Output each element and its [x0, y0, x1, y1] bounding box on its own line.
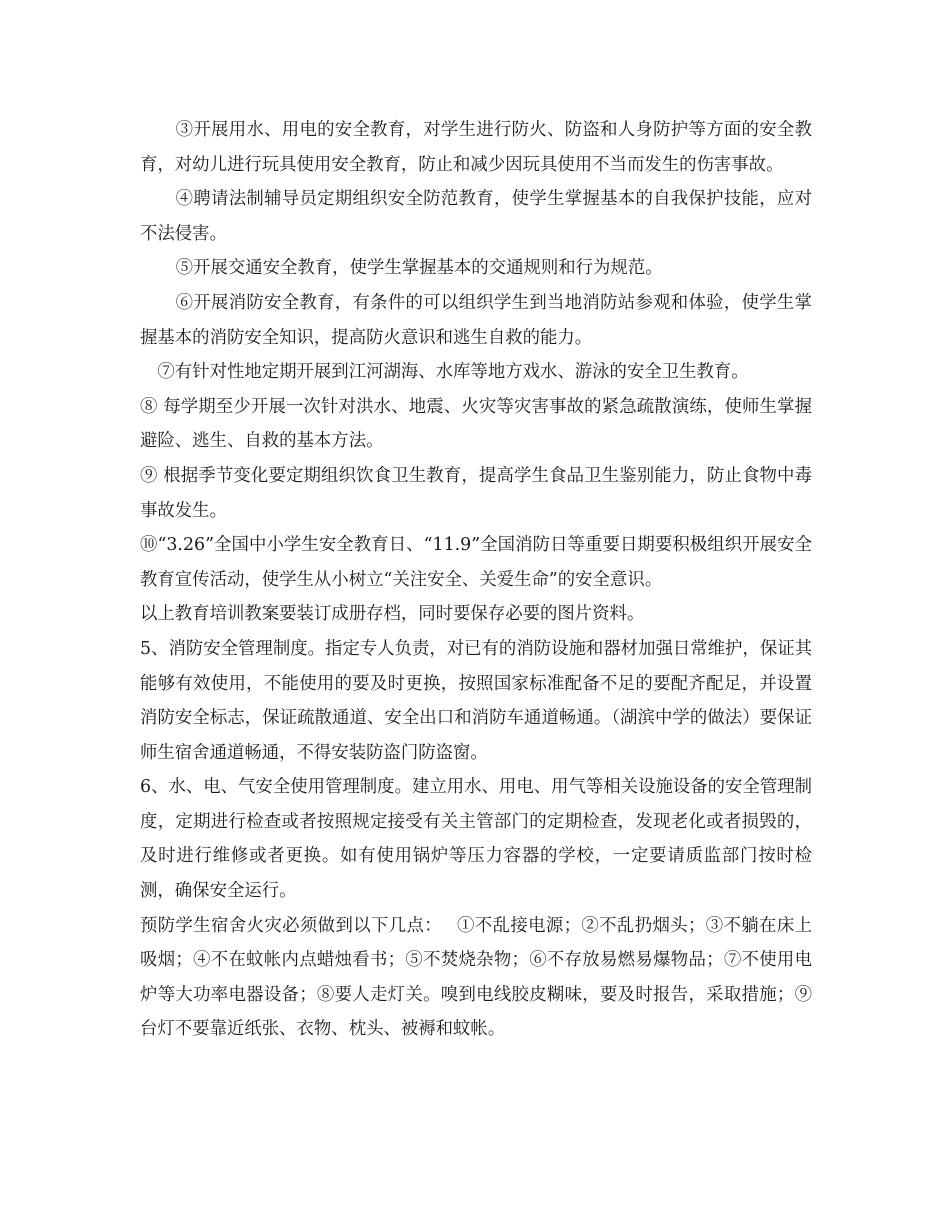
paragraph-item-10: ⑩“3.26”全国中小学生安全教育日、“11.9”全国消防日等重要日期要积极组织开展安全教育宣传活动，使学生从小树立“关注安全、关爱生命”的安全意识。 — [140, 535, 812, 590]
paragraph-utility-safety-rule: 6、水、电、气安全使用管理制度。建立用水、用电、用气等相关设施设备的安全管理制度，定期进行检查或者按照规定接受有关主管部门的定期检查，发现老化或者损毁的，及时进行维修或者更换。如有使用锅炉等压力容器的学校，一定要请质监部门按时检测，确保安全运行。 — [140, 777, 812, 902]
document-body — [140, 113, 812, 1047]
paragraph-archive-note: 以上教育培训教案要装订成册存档，同时要保存必要的图片资料。 — [140, 604, 645, 625]
paragraph-item-5: ⑤开展交通安全教育，使学生掌握基本的交通规则和行为规范。 — [175, 258, 663, 279]
paragraph-fire-safety-rule: 5、消防安全管理制度。指定专人负责，对已有的消防设施和器材加强日常维护，保证其能够有效使用，不能使用的要及时更换，按照国家标准配备不足的要配齐配足，并设置消防安全标志，保证疏散通道、安全出口和消防车通道畅通。（湖滨中学的做法）要保证师生宿舍通道畅通，不得安装防盗门防盗窗。 — [140, 638, 812, 763]
paragraph-dorm-fire-prevention: 预防学生宿舍火灾必须做到以下几点： ①不乱接电源；②不乱扔烟头；③不躺在床上吸烟；④不在蚊帐内点蜡烛看书；⑤不焚烧杂物；⑥不存放易燃易爆物品；⑦不使用电炉等大功率电器设备；⑧要人走灯关。嗅到电线胶皮糊味，要及时报告，采取措施；⑨台灯不要靠近纸张、衣物、枕头、被褥和蚊帐。 — [140, 915, 812, 1040]
paragraph-item-4: ④聘请法制辅导员定期组织安全防范教育，使学生掌握基本的自我保护技能，应对不法侵害。 — [140, 189, 812, 244]
paragraph-item-3: ③开展用水、用电的安全教育，对学生进行防火、防盗和人身防护等方面的安全教育，对幼儿进行玩具使用安全教育，防止和减少因玩具使用不当而发生的伤害事故。 — [140, 120, 812, 175]
paragraph-item-8: ⑧ 每学期至少开展一次针对洪水、地震、火灾等灾害事故的紧急疏散演练，使师生掌握避险、逃生、自救的基本方法。 — [140, 396, 812, 452]
paragraph-item-7: ⑦有针对性地定期开展到江河湖海、水库等地方戏水、游泳的安全卫生教育。 — [157, 362, 749, 383]
paragraph-item-6: ⑥开展消防安全教育，有条件的可以组织学生到当地消防站参观和体验，使学生掌握基本的消防安全知识，提高防火意识和逃生自救的能力。 — [140, 292, 812, 348]
paragraph-item-9: ⑨ 根据季节变化要定期组织饮食卫生教育，提高学生食品卫生鉴别能力，防止食物中毒事故发生。 — [140, 465, 812, 521]
